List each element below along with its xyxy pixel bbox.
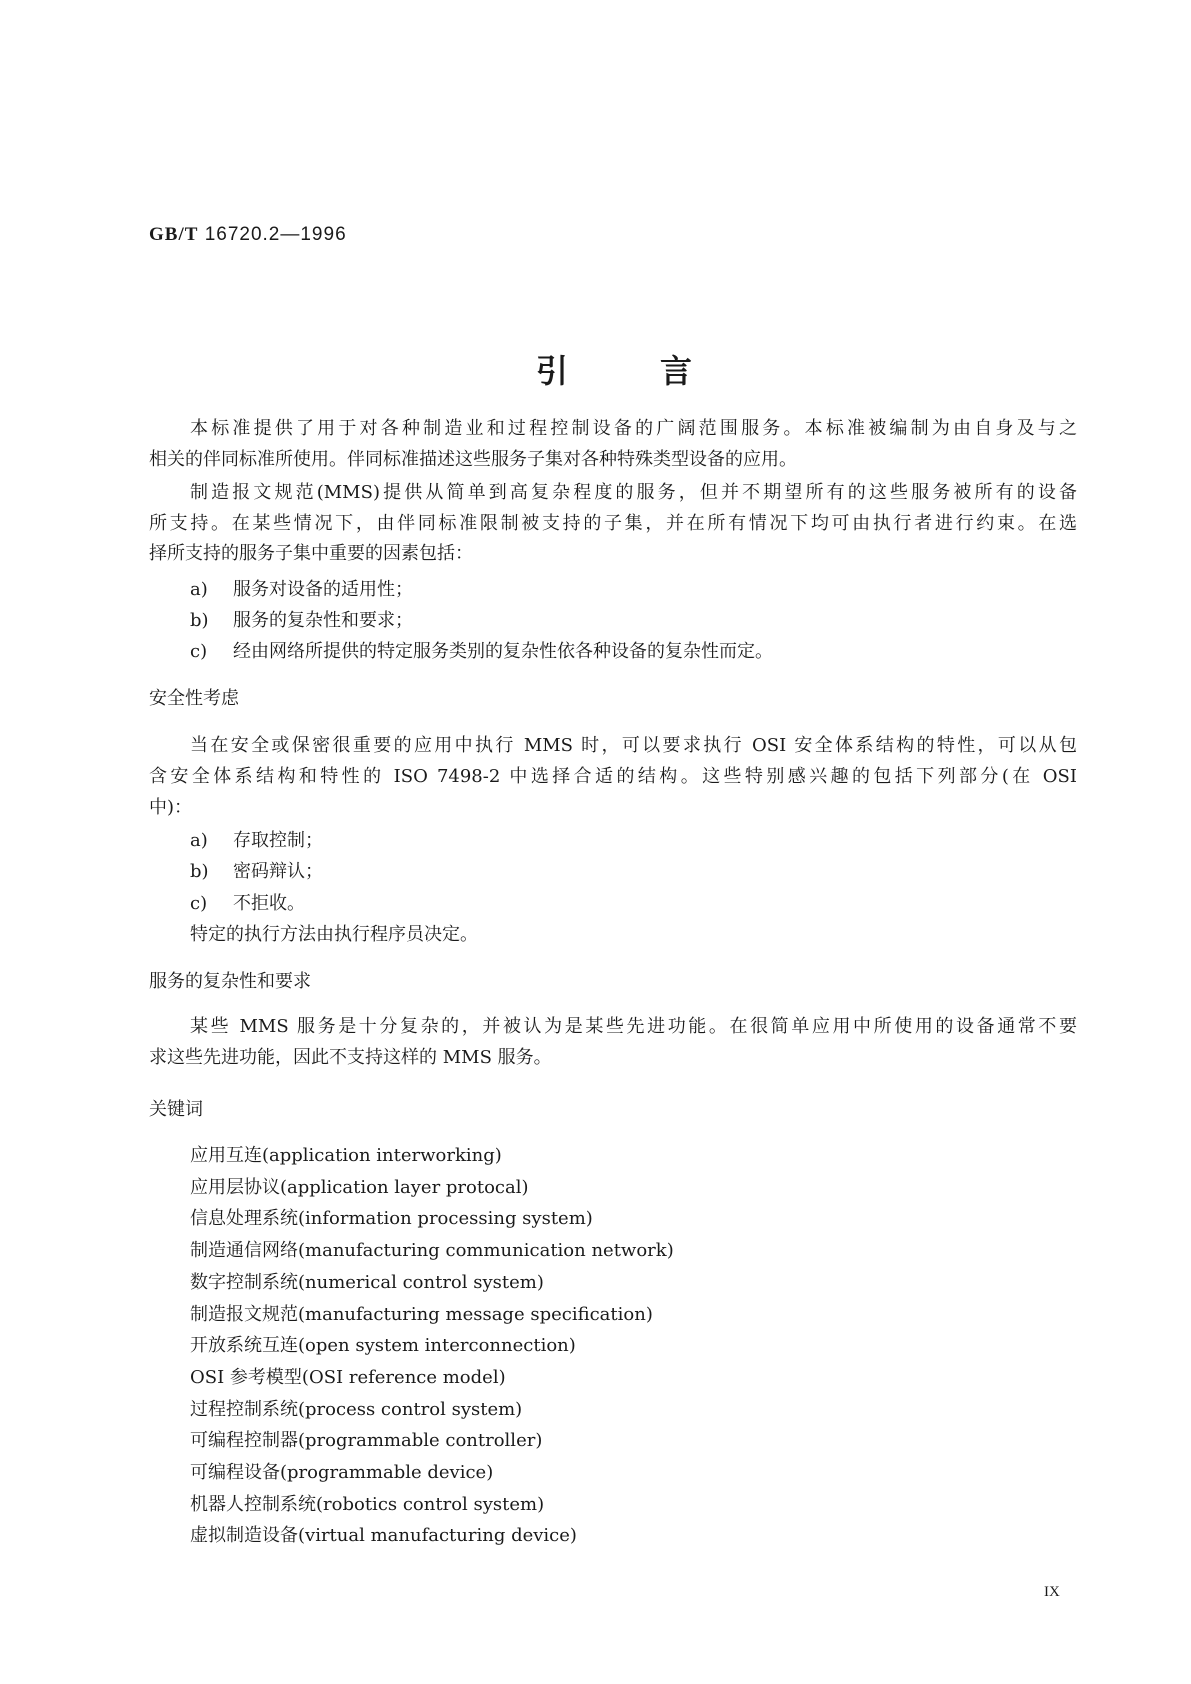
keyword-item: OSI 参考模型(OSI reference model) [190, 1366, 506, 1388]
keyword-item: 可编程设备(programmable device) [190, 1462, 494, 1483]
standard-number-header [149, 224, 347, 246]
list-text: 存取控制； [233, 830, 323, 851]
keyword-item: 制造报文规范(manufacturing message specification) [190, 1303, 653, 1325]
list-text: 经由网络所提供的特定服务类别的复杂性依各种设备的复杂性而定。 [233, 641, 773, 662]
list-text: 服务对设备的适用性； [233, 579, 413, 600]
intro-list-item [190, 574, 1118, 605]
list-label: a) [190, 830, 208, 851]
security-list-item [190, 825, 1118, 856]
intro-list-item [190, 605, 1118, 636]
list-label: a) [190, 579, 208, 600]
keyword-item: 信息处理系统(information processing system) [190, 1208, 593, 1230]
keyword-item: 数字控制系统(numerical control system) [190, 1271, 544, 1293]
security-p-line: 中)： [149, 797, 193, 818]
section-heading-keywords: 关键词 [149, 1099, 203, 1120]
security-p-line: 当在安全或保密很重要的应用中执行 MMS 时，可以要求执行 OSI 安全体系结构的特性，可以从包 [190, 735, 1077, 756]
title-char-1: 引 [536, 352, 569, 390]
list-label: b) [190, 861, 209, 882]
page-number: IX [1044, 1584, 1060, 1600]
keyword-item: 应用层协议(application layer protocal) [190, 1176, 529, 1198]
keyword-item: 应用互连(application interworking) [190, 1145, 502, 1166]
list-text: 不拒收。 [233, 893, 305, 914]
list-text: 服务的复杂性和要求； [233, 610, 413, 631]
keyword-item: 开放系统互连(open system interconnection) [190, 1335, 576, 1357]
intro-p2-line: 所支持。在某些情况下，由伴同标准限制被支持的子集，并在所有情况下均可由执行者进行约束。在选 [149, 513, 1077, 534]
list-text: 密码辩认； [233, 861, 323, 882]
keyword-item: 制造通信网络(manufacturing communication network) [190, 1240, 674, 1262]
keyword-item: 机器人控制系统(robotics control system) [190, 1493, 545, 1515]
intro-p1-line: 本标准提供了用于对各种制造业和过程控制设备的广阔范围服务。本标准被编制为由自身及与之 [190, 418, 1077, 439]
security-p-line: 含安全体系结构和特性的 ISO 7498-2 中选择合适的结构。这些特别感兴趣的包括下列部分(在 OSI [149, 766, 1077, 787]
standard-code: 16720.2—1996 [204, 224, 347, 245]
list-label: b) [190, 610, 209, 631]
keyword-item: 虚拟制造设备(virtual manufacturing device) [190, 1525, 577, 1547]
complexity-p-line: 某些 MMS 服务是十分复杂的，并被认为是某些先进功能。在很简单应用中所使用的设备通常不要 [190, 1016, 1077, 1037]
standard-prefix: GB/T [149, 224, 199, 245]
intro-list-item [190, 636, 1118, 667]
list-label: c) [190, 893, 208, 914]
security-note: 特定的执行方法由执行程序员决定。 [190, 924, 478, 945]
intro-p1-line: 相关的伴同标准所使用。伴同标准描述这些服务子集对各种特殊类型设备的应用。 [149, 449, 797, 470]
list-label: c) [190, 641, 208, 662]
title-char-2: 言 [660, 352, 693, 390]
complexity-p-line: 求这些先进功能，因此不支持这样的 MMS 服务。 [149, 1047, 552, 1068]
keyword-item: 可编程控制器(programmable controller) [190, 1430, 543, 1452]
intro-p2-line: 择所支持的服务子集中重要的因素包括： [149, 543, 473, 564]
security-list-item [190, 856, 1118, 887]
intro-p2-line: 制造报文规范(MMS)提供从简单到高复杂程度的服务，但并不期望所有的这些服务被所有的设备 [190, 482, 1077, 503]
section-heading-security: 安全性考虑 [149, 688, 239, 709]
keyword-item: 过程控制系统(process control system) [190, 1398, 523, 1420]
security-list-item [190, 888, 1118, 919]
section-heading-complexity: 服务的复杂性和要求 [149, 971, 311, 992]
